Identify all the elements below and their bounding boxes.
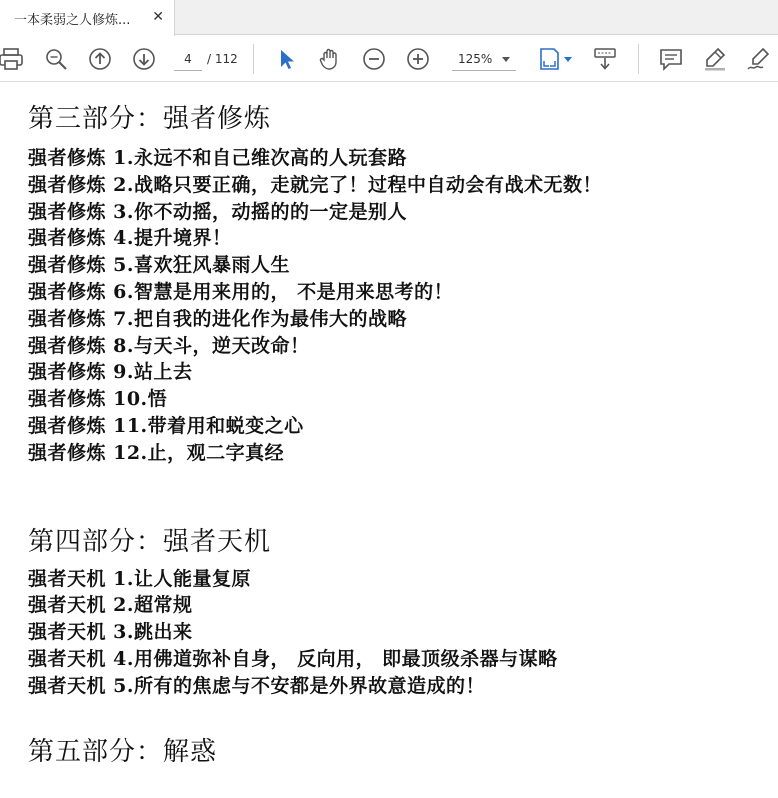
page-total: / 112 (207, 52, 238, 66)
sign-icon[interactable] (746, 46, 772, 72)
fit-page-icon[interactable] (536, 46, 562, 72)
comment-icon[interactable] (658, 46, 684, 72)
text-line: 强者天机 4.用佛道弥补自身， 反向用， 即最顶级杀器与谋略 (28, 647, 558, 670)
print-icon[interactable] (0, 46, 24, 72)
hand-icon[interactable] (317, 46, 343, 72)
chevron-down-icon (502, 57, 510, 62)
section-heading-4: 第四部分：强者天机 (28, 526, 272, 557)
document-viewport[interactable] (0, 82, 778, 798)
arrow-up-icon[interactable] (87, 46, 113, 72)
section-4-lines (28, 566, 602, 700)
section-heading-5: 第五部分：解惑 (28, 736, 218, 767)
text-line: 强者修炼 4.提升境界！ (28, 227, 232, 250)
page-number-input[interactable]: 4 (174, 47, 202, 71)
text-line: 强者修炼 2.战略只要正确，走就完了！过程中自动会有战术无数！ (28, 173, 602, 196)
text-line: 强者天机 5.所有的焦虑与不安都是外界故意造成的！ (28, 674, 485, 697)
section-3-lines (28, 145, 602, 467)
cursor-icon[interactable] (273, 46, 299, 72)
text-line: 强者天机 3.跳出来 (28, 621, 193, 644)
toolbar-divider (638, 44, 639, 74)
minus-circle-icon[interactable] (361, 46, 387, 72)
text-line: 强者天机 2.超常规 (28, 594, 193, 617)
tab-bar (0, 0, 778, 35)
text-line: 强者修炼 1.永远不和自己维次高的人玩套路 (28, 147, 407, 169)
toolbar-divider (253, 44, 254, 74)
document-page (28, 102, 602, 769)
toolbar (0, 36, 778, 82)
section-heading-3: 第三部分：强者修炼 (28, 104, 272, 134)
magnifier-icon[interactable] (43, 46, 69, 72)
close-icon[interactable]: ✕ (152, 9, 164, 25)
text-line: 强者修炼 7.把自我的进化作为最伟大的战略 (28, 307, 407, 330)
arrow-down-icon[interactable] (131, 46, 157, 72)
text-line: 强者修炼 6.智慧是用来用的， 不是用来思考的！ (28, 280, 454, 303)
tab-title: 一本柔弱之人修炼... (14, 12, 131, 28)
text-line: 强者修炼 10.悟 (28, 388, 168, 411)
text-line: 强者修炼 11.带着用和蜕变之心 (28, 414, 304, 437)
text-line: 强者修炼 12.止，观二字真经 (28, 441, 285, 464)
text-line: 强者修炼 3.你不动摇，动摇的的一定是别人 (28, 200, 407, 223)
highlight-icon[interactable] (702, 46, 728, 72)
scroll-mode-icon[interactable] (592, 46, 618, 72)
document-tab[interactable] (0, 0, 175, 36)
zoom-value: 125% (458, 52, 493, 66)
chevron-down-icon[interactable] (564, 57, 572, 62)
zoom-select[interactable] (452, 47, 516, 71)
text-line: 强者天机 1.让人能量复原 (28, 567, 251, 590)
text-line: 强者修炼 5.喜欢狂风暴雨人生 (28, 254, 290, 277)
text-line: 强者修炼 9.站上去 (28, 361, 193, 384)
plus-circle-icon[interactable] (405, 46, 431, 72)
text-line: 强者修炼 8.与天斗，逆天改命！ (28, 334, 310, 357)
